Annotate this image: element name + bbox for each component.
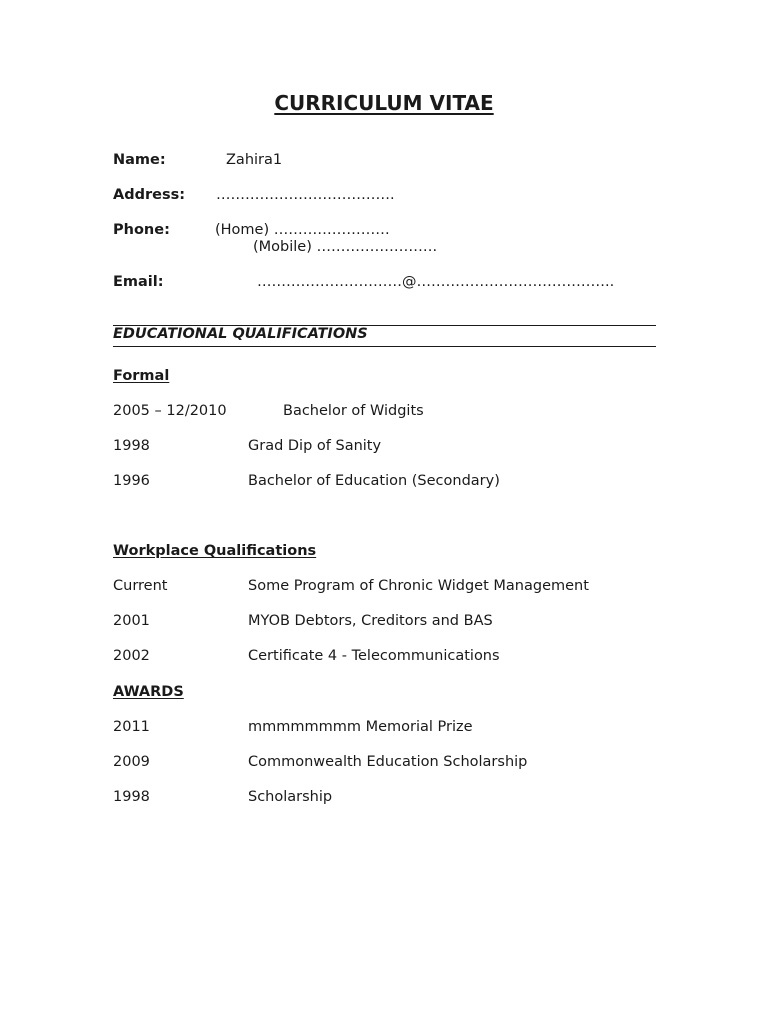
workplace-year: 2002 (113, 648, 150, 664)
award-year: 1998 (113, 789, 150, 805)
formal-title: Bachelor of Education (Secondary) (248, 473, 500, 489)
formal-year: 2005 – 12/2010 (113, 403, 227, 419)
document-title-text: CURRICULUM VITAE (274, 91, 494, 115)
workplace-title: Some Program of Chronic Widget Management (248, 578, 589, 594)
address-label: Address: (113, 187, 186, 203)
workplace-title: Certificate 4 - Telecommunications (248, 648, 500, 664)
award-year: 2011 (113, 719, 150, 735)
workplace-year: 2001 (113, 613, 150, 629)
phone-home: (Home) …………………… (215, 222, 390, 238)
workplace-year: Current (113, 578, 168, 594)
formal-title: Grad Dip of Sanity (248, 438, 382, 454)
award-title: Scholarship (248, 789, 333, 805)
document-title (0, 90, 768, 116)
workplace-heading: Workplace Qualifications (113, 543, 317, 559)
education-heading: EDUCATIONAL QUALIFICATIONS (113, 326, 368, 342)
awards-heading: AWARDS (113, 684, 184, 700)
section-rule-bottom (113, 346, 656, 347)
workplace-title: MYOB Debtors, Creditors and BAS (248, 613, 493, 629)
email-label: Email: (113, 274, 164, 290)
formal-year: 1996 (113, 473, 150, 489)
award-title: mmmmmmmm Memorial Prize (248, 719, 473, 735)
formal-heading: Formal (113, 368, 170, 384)
name-value: Zahira1 (226, 152, 283, 168)
award-year: 2009 (113, 754, 150, 770)
phone-mobile: (Mobile) ……………………. (253, 239, 438, 255)
award-title: Commonwealth Education Scholarship (248, 754, 528, 770)
phone-label: Phone: (113, 222, 170, 238)
address-value: ………………………………. (216, 187, 395, 203)
email-value: …………………………@………………………………….. (257, 274, 615, 290)
formal-title: Bachelor of Widgits (283, 403, 424, 419)
name-label: Name: (113, 152, 166, 168)
formal-year: 1998 (113, 438, 150, 454)
